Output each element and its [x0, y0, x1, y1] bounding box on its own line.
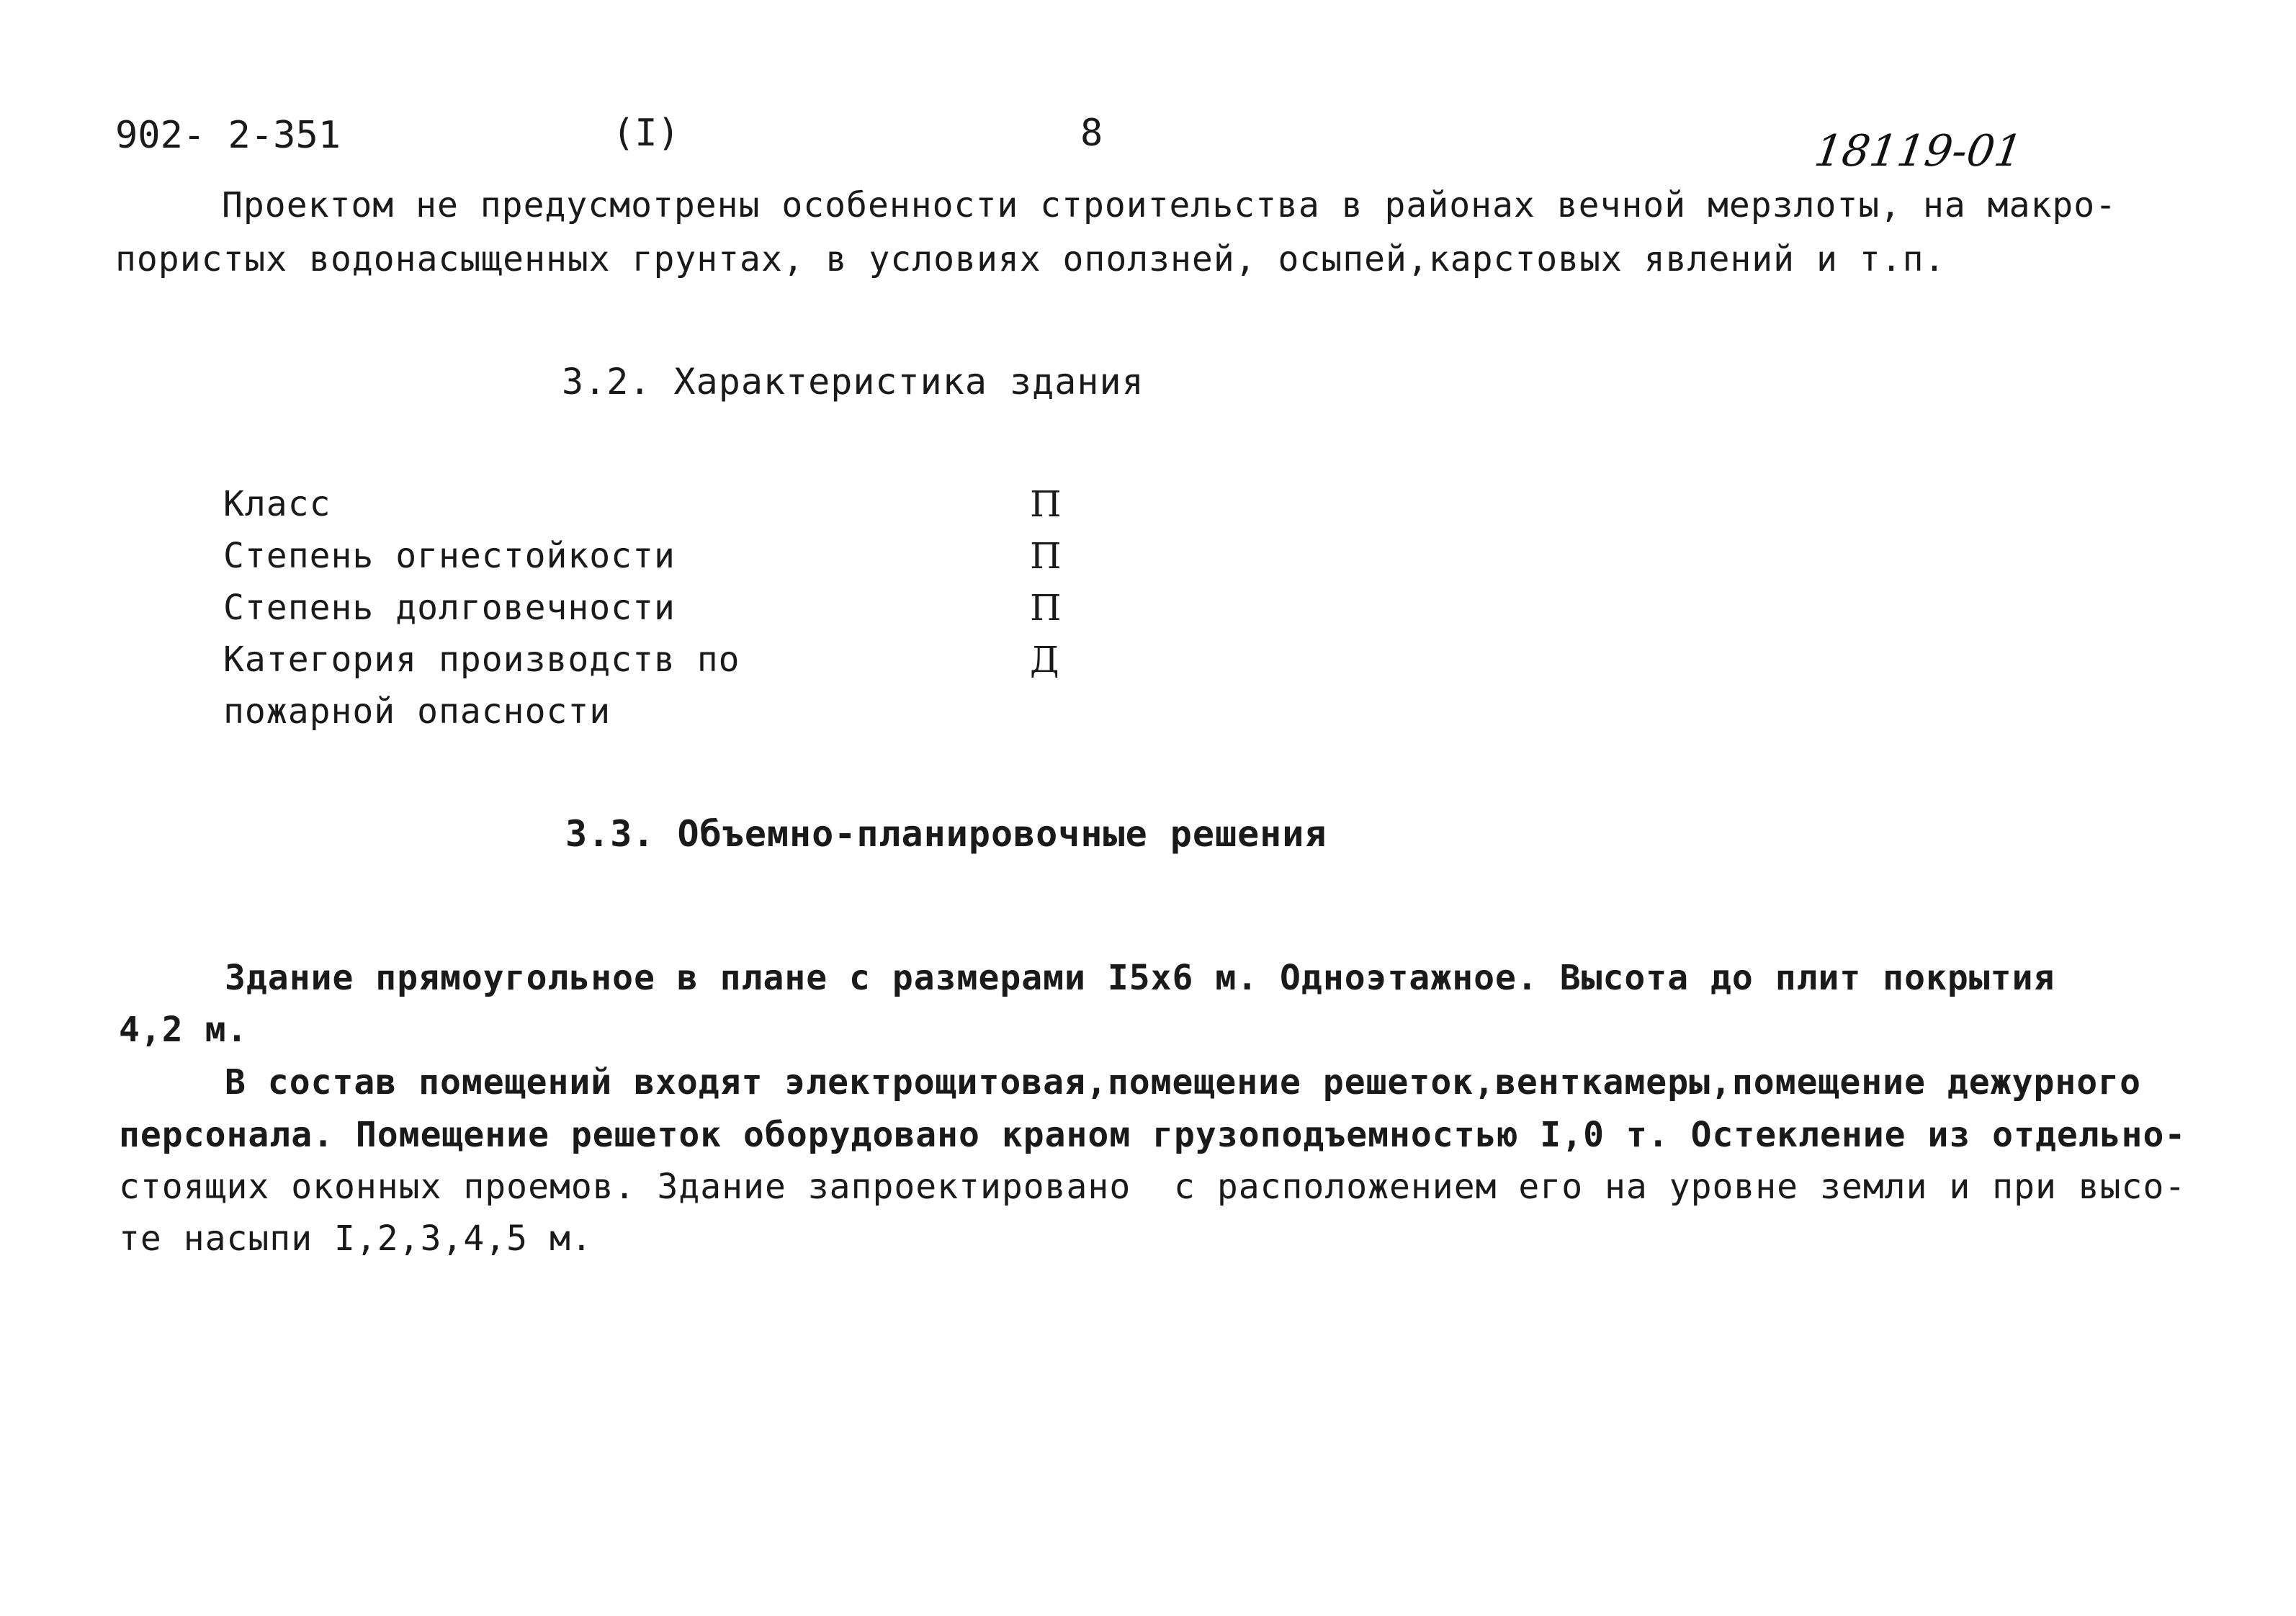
table-row-value: П — [1030, 535, 1062, 577]
paragraph-2-line-1: В состав помещений входят электрощитовая,помещение решеток,венткамеры,помещение дежурного — [225, 1062, 2141, 1103]
intro-line-1: Проектом не предусмотрены особенности строительства в районах вечной мерзлоты, на макро- — [222, 185, 2117, 225]
paragraph-2-line-2: персонала. Помещение решеток оборудовано краном грузоподъемностью I,0 т. Остекление из отдельно- — [119, 1115, 2187, 1155]
table-row-label: Категория производств по — [223, 639, 740, 680]
table-row-label: пожарной опасности — [223, 691, 611, 732]
doc-number: 902- 2-351 — [115, 114, 341, 157]
table-row-label: Степень долговечности — [223, 588, 676, 628]
part-number: (I) — [612, 112, 680, 155]
page-number: 8 — [1080, 112, 1103, 155]
section-3-3-title: 3.3. Объемно-планировочные решения — [565, 813, 1327, 855]
handwritten-code: 18119-01 — [1811, 126, 2026, 176]
table-row-label: Степень огнестойкости — [223, 536, 676, 576]
paragraph-2-line-4: те насыпи I,2,3,4,5 м. — [119, 1218, 593, 1259]
table-row-value: П — [1030, 587, 1062, 629]
table-row-label: Класс — [223, 484, 331, 524]
table-row-value: П — [1030, 483, 1062, 525]
intro-line-2: пористых водонасыщенных грунтах, в условиях оползней, осыпей,карстовых явлений и т.п. — [115, 239, 1946, 279]
paragraph-1-line-2: 4,2 м. — [119, 1010, 248, 1050]
paragraph-2-line-3: стоящих оконных проемов. Здание запроектировано с расположением его на уровне земли и при высо- — [119, 1167, 2187, 1207]
table-row-value: Д — [1030, 639, 1059, 681]
paragraph-1-line-1: Здание прямоугольное в плане с размерами I5х6 м. Одноэтажное. Высота до плит покрытия — [225, 958, 2055, 998]
section-3-2-title: 3.2. Характеристика здания — [562, 361, 1144, 403]
